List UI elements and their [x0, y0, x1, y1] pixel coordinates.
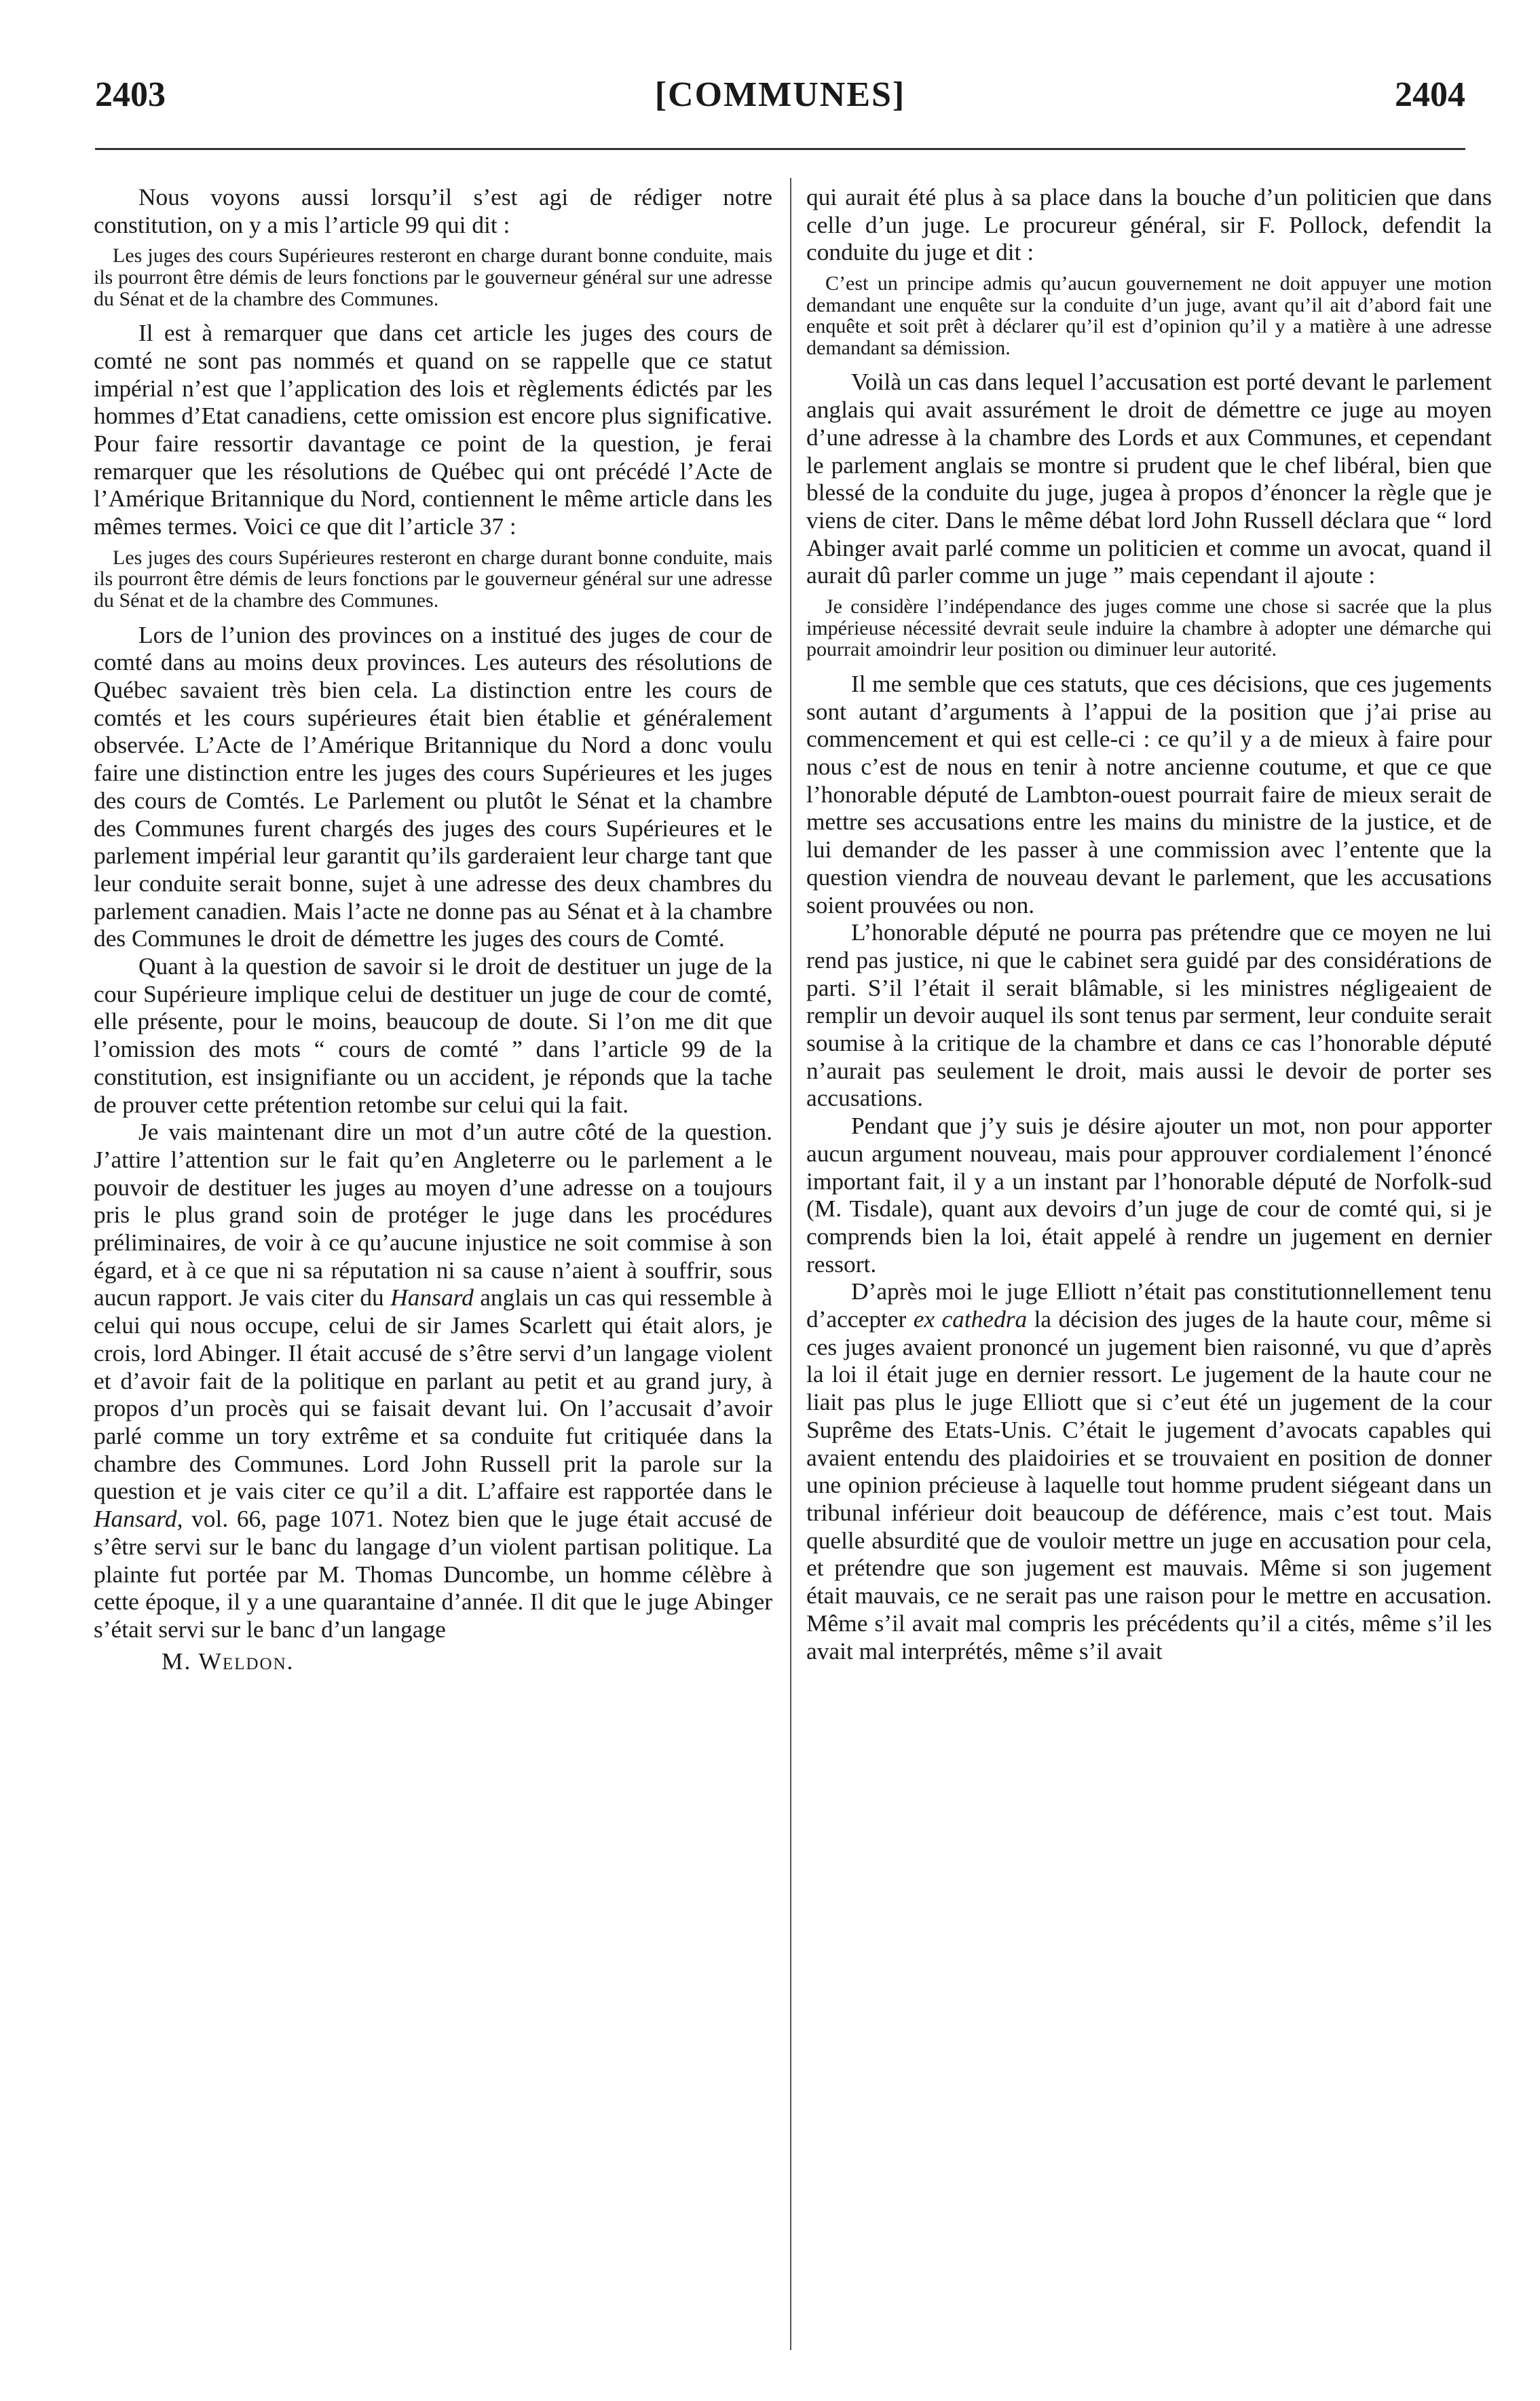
paragraph: Voilà un cas dans lequel l’accusation est porté devant le parlement anglais qui avait assurément le droit de démettre ce juge au moyen d’une adresse à la chambre des Lords et aux Communes, et cependant le parlement anglais se montre si prudent que le chef libéral, bien que blessé de la conduite du juge, jugea à propos d’énoncer la règle que je viens de citer. Dans le même débat lord John Russell déclara que “ lord Abinger avait parlé comme un politicien et comme un avocat, quand il aurait dû parler comme un juge ” mais cependant il ajoute :	[806, 368, 1492, 589]
right-column	[806, 183, 1492, 1664]
paragraph	[806, 1278, 1492, 1664]
page-number-left: 2403	[95, 75, 166, 114]
column-divider	[790, 178, 791, 2350]
paragraph: Il est à remarquer que dans cet article les juges des cours de comté ne sont pas nommés et quand on se rappelle que ce statut impérial n’est que l’application des lois et règlements édictés par les hommes d’Etat canadiens, cette omission est encore plus significative. Pour faire ressortir davantage ce point de la question, je ferai remarquer que les résolutions de Québec qui ont précédé l’Acte de l’Amérique Britannique du Nord, contiennent le même article dans les mêmes termes. Voici ce que dit l’article 37 :	[94, 319, 772, 540]
left-column	[94, 183, 772, 1675]
page-number-right: 2404	[1395, 75, 1465, 114]
paragraph	[94, 1118, 772, 1643]
paragraph: Pendant que j’y suis je désire ajouter un mot, non pour apporter aucun argument nouveau, mais pour approuver cordialement l’énoncé important fait, il y a un instant par l’honorable député de Norfolk-sud (M. Tisdale), quant aux devoirs d’un juge de cour de comté qui, si je comprends bien la loi, était appelé à rendre un jugement en dernier ressort.	[806, 1112, 1492, 1278]
paragraph: Lors de l’union des provinces on a institué des juges de cour de comté dans au moins deux provinces. Les auteurs des résolutions de Québec savaient très bien cela. La distinction entre les cours de comtés et les cours supérieures était bien établie et généralement observée. L’Acte de l’Amérique Britannique du Nord a donc voulu faire une distinction entre les juges des cours Supérieures et les juges des cours de Comtés. Le Parlement ou plutôt le Sénat et la chambre des Communes furent chargés des juges des cours Supérieures et le parlement impérial leur garantit qu’ils garderaient leur charge tant que leur conduite serait bonne, sujet à une adresse des deux chambres du parlement canadien. Mais l’acte ne donne pas au Sénat et à la chambre des Communes le droit de démettre les juges des cours de Comté.	[94, 620, 772, 952]
paragraph: Quant à la question de savoir si le droit de destituer un juge de la cour Supérieure implique celui de destituer un juge de cour de comté, elle présente, pour le moins, beaucoup de doute. Si l’on me dit que l’omission des mots “ cours de comté ” dans l’article 99 de la constitution, est insignifiante ou un accident, je réponds que la tache de prouver cette prétention retombe sur celui qui la fait.	[94, 952, 772, 1118]
paragraph: Nous voyons aussi lorsqu’il s’est agi de rédiger notre constitution, on y a mis l’article 99 qui dit :	[94, 183, 772, 238]
text-run: D’après moi le juge Elliott n’était pas constitutionnellement tenu d’accepter	[806, 1278, 1492, 1333]
text-run: Je vais maintenant dire un mot d’un autre côté de la question. J’attire l’attention sur le fait qu’en Angleterre ou le parlement a le pouvoir de destituer les juges au moyen d’une adresse on a toujours pris le plus grand soin de protéger le juge dans les procédures préliminaires, de voir à ce qu’aucune injustice ne soit commise à son égard, et à ce que ni sa réputation ni sa cause n’aient à souffrir, sous aucun rapport. Je vais citer du	[94, 1118, 772, 1311]
text-run: , vol. 66, page 1071. Notez bien que le juge était accusé de s’être servi sur le banc du langage d’un violent partisan politique. La plainte fut portée par M. Thomas Duncombe, un homme célèbre à cette époque, il y a une quarantaine d’année. Il dit que le juge Abinger s’était servi sur le banc d’un langage	[94, 1505, 772, 1643]
italic-text: ex cathedra	[913, 1305, 1028, 1333]
italic-text: Hansard	[94, 1505, 177, 1533]
paragraph: L’honorable député ne pourra pas prétendre que ce moyen ne lui rend pas justice, ni que le cabinet sera guidé par des considérations de parti. S’il l’était il serait blâmable, si les ministres négligeaient de remplir un devoir auquel ils sont tenus par serment, leur conduite serait soumise à la critique de la chambre et dans ce cas l’honorable député n’aurait pas seulement le droit, mais aussi le devoir de porter ses accusations.	[806, 918, 1492, 1112]
running-title: [COMMUNES]	[654, 75, 906, 114]
italic-text: Hansard	[390, 1284, 474, 1311]
block-quote: Les juges des cours Supérieures resteront en charge durant bonne conduite, mais ils pourront être démis de leurs fonctions par le gouverneur général sur une adresse du Sénat et de la chambre des Communes.	[94, 244, 772, 310]
block-quote: Je considère l’indépendance des juges comme une chose si sacrée que la plus impérieuse nécessité devrait seule induire la chambre à adopter une démarche qui pourrait amoindrir leur position ou diminuer leur autorité.	[806, 595, 1492, 661]
text-run: la décision des juges de la haute cour, même si ces juges avaient prononcé un jugement bien raisonné, vu que d’après la loi il était juge en dernier ressort. Le jugement de la haute cour ne liait pas plus le juge Elliott que si c’eut été un jugement de la cour Suprême des Etats-Unis. C’était le jugement d’avocats capables qui avaient entendu des plaidoiries et se trouvaient en position de donner une opinion précieuse à laquelle tout homme prudent siégeant dans un tribunal inférieur doit beaucoup de déférence, mais c’est tout. Mais quelle absurdité que de vouloir mettre un juge en accusation pour cela, et prétendre que son jugement est mauvais. Même si son jugement était mauvais, ce ne serait pas une raison pour le mettre en accusation. Même s’il avait mal compris les précédents qu’il a cités, même s’il les avait mal interprétés, même s’il avait	[806, 1305, 1492, 1664]
header-rule	[95, 148, 1465, 150]
paragraph: qui aurait été plus à sa place dans la bouche d’un politicien que dans celle d’un juge. Le procureur général, sir F. Pollock, defendit la conduite du juge et dit :	[806, 183, 1492, 266]
block-quote: Les juges des cours Supérieures resteront en charge durant bonne conduite, mais ils pourront être démis de leurs fonctions par le gouverneur général sur une adresse du Sénat et de la chambre des Communes.	[94, 546, 772, 612]
paragraph: Il me semble que ces statuts, que ces décisions, que ces jugements sont autant d’arguments à l’appui de la position que j’ai prise au commencement et qui est celle-ci : ce qu’il y a de mieux à faire pour nous c’est de nous en tenir à notre ancienne coutume, et que ce que l’honorable député de Lambton-ouest pourrait faire de mieux serait de mettre ses accusations entre les mains du ministre de la justice, et de lui demander de les passer à une commission avec l’entente que la question viendra de nouveau devant le parlement, que les accusations soient prouvées ou non.	[806, 669, 1492, 918]
page-header	[95, 75, 1465, 122]
text-run: anglais un cas qui ressemble à celui qui nous occupe, celui de sir James Scarlett qui était alors, je crois, lord Abinger. Il était accusé de s’être servi d’un langage violent et d’avoir fait de la politique en parlant au petit et au grand jury, à propos d’un procès qui se faisait devant lui. On l’accusait d’avoir parlé comme un tory extrême et sa conduite fut critiquée dans la chambre des Communes. Lord John Russell prit la parole sur la question et je vais citer ce qu’il a dit. L’affaire est rapportée dans le	[94, 1284, 772, 1505]
speaker-signature: M. Weldon.	[162, 1647, 295, 1675]
block-quote: C’est un principe admis qu’aucun gouvernement ne doit appuyer une motion demandant une enquête sur la conduite d’un juge, avant qu’il ait d’abord fait une enquête et soit prêt à déclarer qu’il est d’opinion qu’il y a matière à une adresse demandant sa démission.	[806, 272, 1492, 359]
